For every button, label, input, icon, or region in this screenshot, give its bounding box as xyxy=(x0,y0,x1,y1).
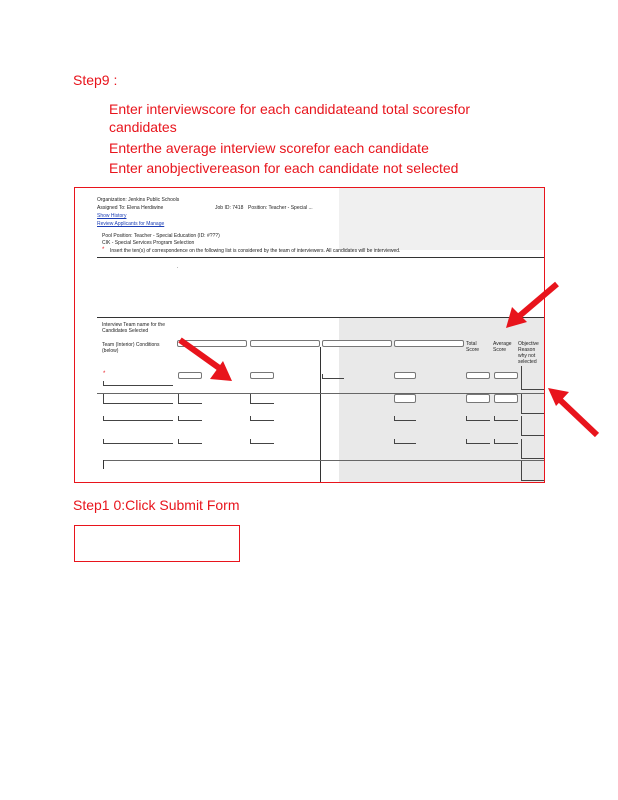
col-team-header: Team (Interior) Conditions (below) xyxy=(102,342,160,354)
interview-team-label: Interview Team name for the Candidates Selected xyxy=(102,322,165,334)
notice-required-mark: * xyxy=(102,247,105,253)
step9-bullet-3: Enter anobjectivereason for each candidate not selected xyxy=(109,160,459,176)
step10-title: Step1 0:Click Submit Form xyxy=(73,497,240,513)
col-average-header: Average Score xyxy=(493,341,512,353)
organization-label: Organization: Jenkins Public Schools xyxy=(97,197,180,203)
info-line-2: CIK - Special Services Program Selection xyxy=(102,240,195,246)
row1-required-mark: * xyxy=(103,371,106,377)
notice-text: Insert the ten(s) of correspondence on the following list is considered by the team of interviewers. All candidates will be interviewed. xyxy=(110,248,401,254)
dot-mark: . xyxy=(177,264,179,270)
position-label: Position: Teacher - Special ... xyxy=(248,205,313,211)
job-id-label: Job ID: 7418 xyxy=(215,205,244,211)
assigned-to-label: Assigned To: Elena Herdiwine xyxy=(97,205,164,211)
info-line-1: Pool Position: Teacher - Special Education (ID: #???) xyxy=(102,233,220,239)
col-reason-header: Objective Reason why not selected xyxy=(518,341,539,365)
review-applicants-link[interactable]: Review Applicants for Manage xyxy=(97,221,165,227)
col-total-header: Total Score xyxy=(466,341,480,353)
step9-bullet-2: Enterthe average interview scorefor each candidate xyxy=(109,140,429,156)
show-history-link[interactable]: Show History xyxy=(97,213,127,219)
step9-bullet-1: Enter interviewscore for each candidateand total scoresfor candidates xyxy=(109,101,471,135)
submit-form-image-box xyxy=(74,525,240,562)
step9-title: Step9 : xyxy=(73,72,118,88)
